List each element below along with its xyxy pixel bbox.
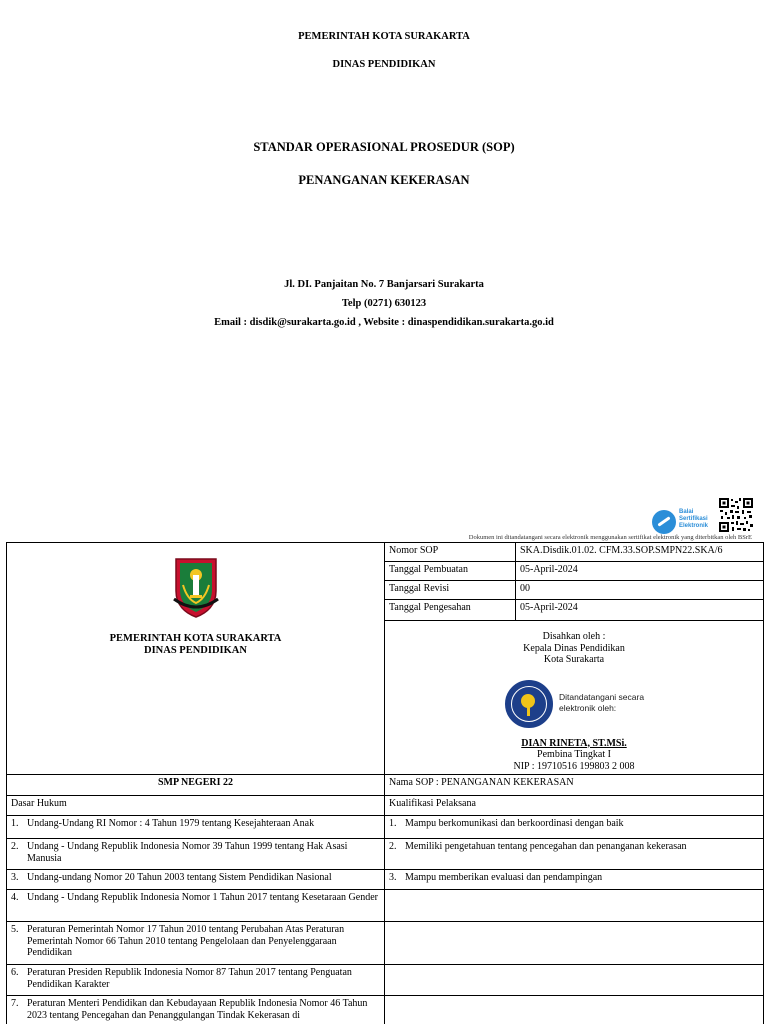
qualification-item — [385, 839, 764, 870]
item-text: Undang-undang Nomor 20 Tahun 2003 tentang Sistem Pendidikan Nasional — [27, 872, 332, 883]
school-name: SMP NEGERI 22 — [7, 775, 385, 796]
item-number: 3. — [389, 872, 397, 883]
approval-cell — [385, 621, 764, 775]
qualification-item — [385, 816, 764, 839]
qualification-item — [385, 870, 764, 890]
legal-item — [7, 965, 385, 996]
meta-label: Tanggal Revisi — [385, 581, 516, 600]
item-text: Peraturan Pemerintah Nomor 17 Tahun 2010 tentang Perubahan Atas Peraturan Pemerintah Nomor 66 Tahun 2010 tentang Pengelolaan dan Penyelenggaraan Pendidikan — [27, 924, 345, 958]
sop-name: Nama SOP : PENANGANAN KEKERASAN — [385, 775, 764, 796]
cover-contact: Email : disdik@surakarta.go.id , Website : dinaspendidikan.surakarta.go.id — [214, 317, 554, 328]
qualification-item — [385, 922, 764, 965]
item-number: 1. — [11, 818, 19, 829]
meta-value: SKA.Disdik.01.02. CFM.33.SOP.SMPN22.SKA/6 — [516, 543, 764, 562]
bsre-logo-line: Elektronik — [679, 523, 709, 529]
qualification-item — [385, 965, 764, 996]
bsre-emblem-icon — [652, 510, 676, 534]
col-header-legal-basis: Dasar Hukum — [7, 796, 385, 816]
item-number: 5. — [11, 924, 19, 935]
org-department: DINAS PENDIDIKAN — [144, 645, 247, 656]
meta-label: Tanggal Pembuatan — [385, 562, 516, 581]
item-text: Undang - Undang Republik Indonesia Nomor 39 Tahun 1999 tentang Hak Asasi Manusia — [27, 841, 348, 864]
legal-item — [7, 816, 385, 839]
signer-nip: NIP : 19710516 199803 2 008 — [513, 760, 635, 772]
item-number: 2. — [11, 841, 19, 852]
esign-caption: Ditandatangani secara — [559, 691, 645, 702]
approval-line: Kepala Dinas Pendidikan — [523, 642, 625, 654]
meta-label: Nomor SOP — [385, 543, 516, 562]
bsre-note: Dokumen ini ditandatangani secara elektronik menggunakan sertifikat elektronik yang diterbitkan oleh BSrE — [468, 534, 752, 541]
bsre-logo-line: Sertifikasi — [679, 516, 708, 522]
qr-code-icon — [718, 497, 754, 533]
esign-caption: elektronik oleh: — [559, 702, 617, 713]
cover-government: PEMERINTAH KOTA SURAKARTA — [298, 31, 470, 42]
item-text: Peraturan Menteri Pendidikan dan Kebudayaan Republik Indonesia Nomor 46 Tahun 2023 tentang Pencegahan dan Penanggulangan Tindak Kekerasan di — [27, 998, 368, 1021]
item-text: Mampu berkomunikasi dan berkoordinasi dengan baik — [405, 818, 624, 829]
cover-subtitle: PENANGANAN KEKERASAN — [298, 173, 470, 187]
item-number: 4. — [11, 892, 19, 903]
meta-value: 00 — [516, 581, 764, 600]
item-number: 3. — [11, 872, 19, 883]
cover-department: DINAS PENDIDIKAN — [332, 59, 436, 70]
item-number: 6. — [11, 967, 19, 978]
official-seal-icon — [505, 680, 553, 728]
qualification-item — [385, 996, 764, 1024]
bsre-logo-line: Balai — [679, 509, 694, 515]
item-text: Mampu memberikan evaluasi dan pendampingan — [405, 872, 603, 883]
col-header-qualifications: Kualifikasi Pelaksana — [385, 796, 764, 816]
qualification-item — [385, 890, 764, 922]
meta-value: 05-April-2024 — [516, 600, 764, 621]
item-text: Peraturan Presiden Republik Indonesia Nomor 87 Tahun 2017 tentang Penguatan Pendidikan Karakter — [27, 967, 352, 990]
legal-item — [7, 890, 385, 922]
sop-table — [6, 542, 764, 1024]
cover-phone: Telp (0271) 630123 — [341, 298, 427, 309]
surakarta-crest-icon — [169, 555, 223, 619]
legal-item — [7, 870, 385, 890]
item-text: Undang-Undang RI Nomor : 4 Tahun 1979 tentang Kesejahteraan Anak — [27, 818, 315, 829]
item-number: 7. — [11, 998, 19, 1009]
item-text: Undang - Undang Republik Indonesia Nomor 1 Tahun 2017 tentang Kesetaraan Gender — [27, 892, 378, 903]
signer-rank: Pembina Tingkat I — [537, 749, 611, 760]
legal-item — [7, 922, 385, 965]
approval-line: Kota Surakarta — [543, 654, 605, 665]
legal-item — [7, 996, 385, 1024]
header-left-cell — [7, 543, 385, 775]
cover-address: Jl. DI. Panjaitan No. 7 Banjarsari Surakarta — [284, 279, 484, 290]
item-number: 1. — [389, 818, 397, 829]
item-text: Memiliki pengetahuan tentang pencegahan dan penanganan kekerasan — [405, 841, 687, 852]
bsre-logo — [652, 508, 714, 534]
item-number: 2. — [389, 841, 397, 852]
legal-item — [7, 839, 385, 870]
org-name: PEMERINTAH KOTA SURAKARTA — [109, 633, 282, 644]
approval-line: Disahkan oleh : — [542, 631, 606, 642]
cover-title: STANDAR OPERASIONAL PROSEDUR (SOP) — [253, 140, 515, 154]
signer-name: DIAN RINETA, ST.MSi. — [521, 737, 627, 749]
meta-value: 05-April-2024 — [516, 562, 764, 581]
meta-label: Tanggal Pengesahan — [385, 600, 516, 621]
